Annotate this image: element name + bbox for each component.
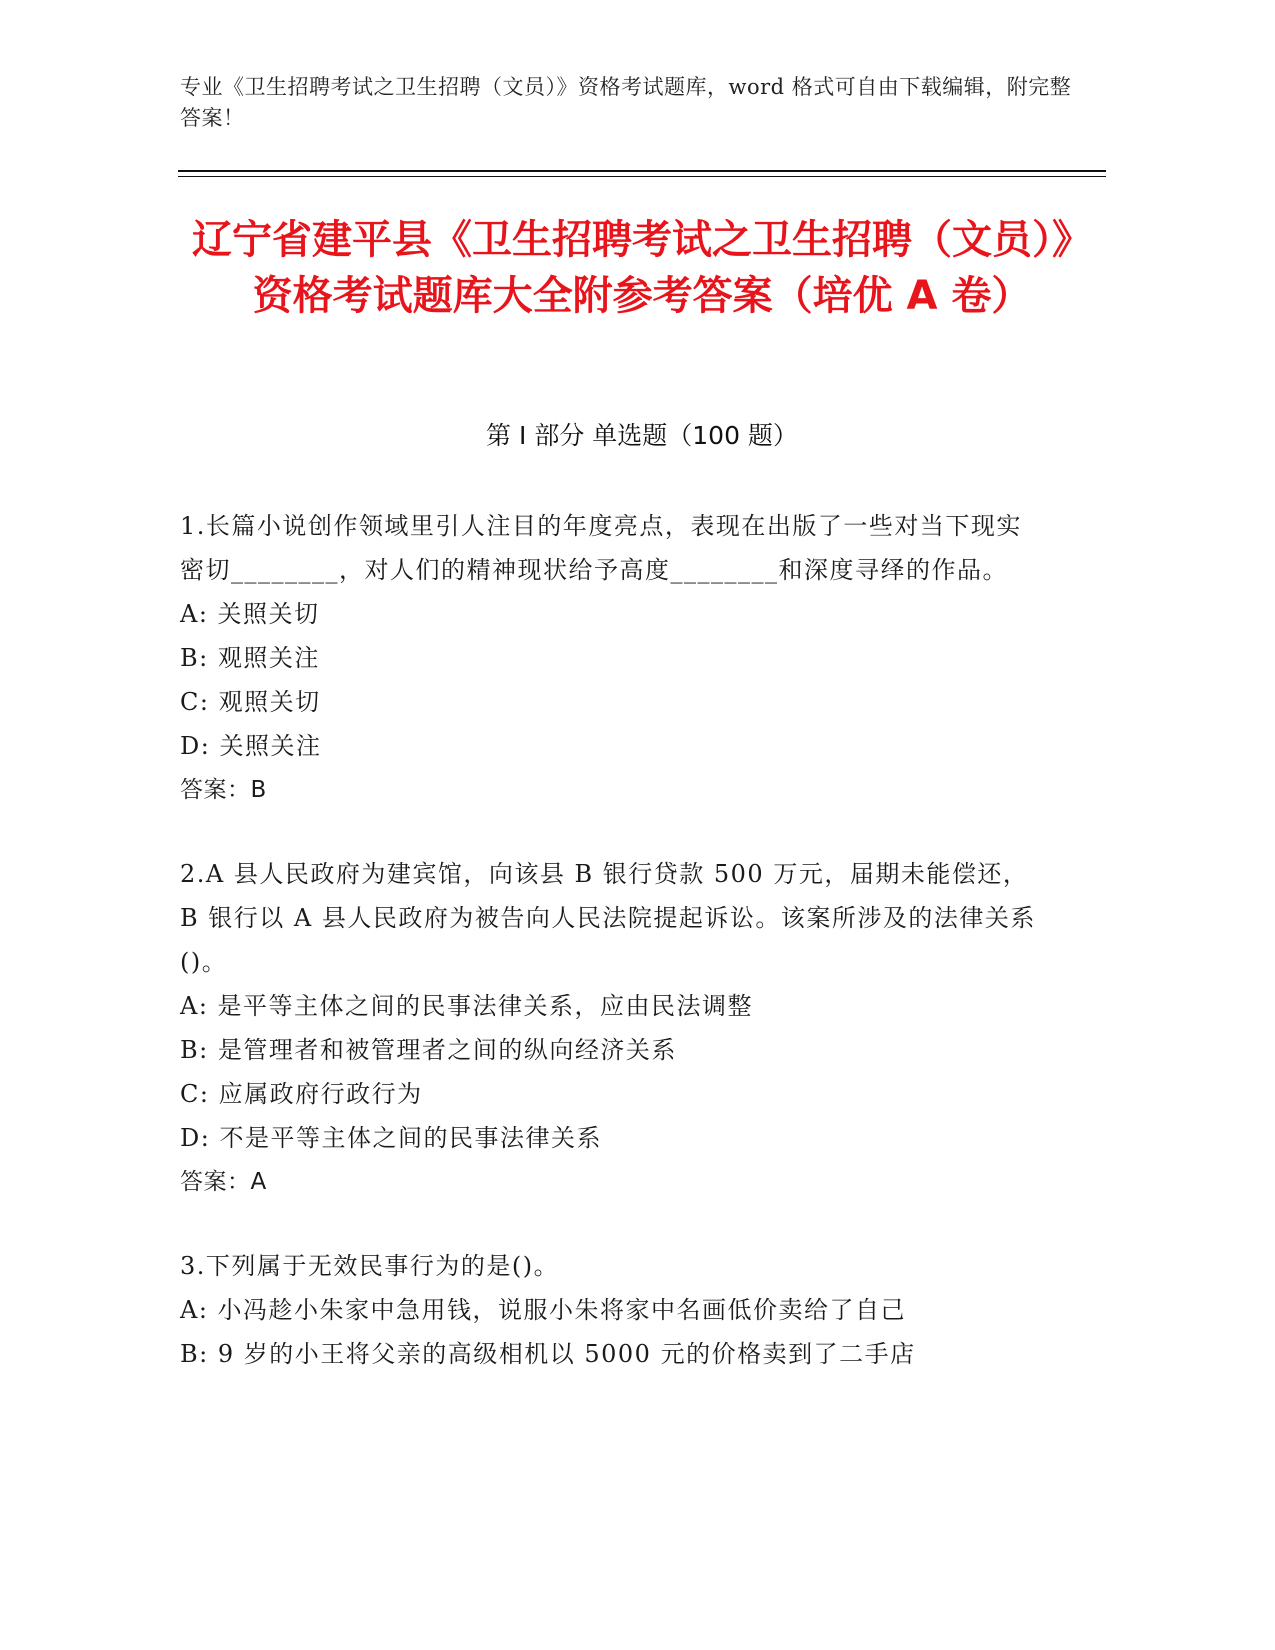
option-a: A: 关照关切 <box>180 600 320 628</box>
document-title: 辽宁省建平县《卫生招聘考试之卫生招聘（文员）》资格考试题库大全附参考答案（培优 A 卷） <box>192 217 1092 319</box>
header-note: 专业《卫生招聘考试之卫生招聘（文员）》资格考试题库，word 格式可自由下载编辑，附完整答案！ <box>180 75 1072 130</box>
header-rule-thin <box>178 176 1106 177</box>
question-3 <box>180 1244 1040 1376</box>
question-list <box>180 504 1040 1416</box>
option-c: C: 观照关切 <box>180 688 321 716</box>
option-a: A: 小冯趁小朱家中急用钱，说服小朱将家中名画低价卖给了自己 <box>180 1296 907 1324</box>
option-b: B: 观照关注 <box>180 644 320 672</box>
question-1 <box>180 504 1040 812</box>
question-stem: 3.下列属于无效民事行为的是()。 <box>180 1252 560 1280</box>
option-a: A: 是平等主体之间的民事法律关系，应由民法调整 <box>180 992 754 1020</box>
option-c: C: 应属政府行政行为 <box>180 1080 423 1108</box>
question-stem: 1.长篇小说创作领域里引人注目的年度亮点，表现在出版了一些对当下现实密切________，对人们的精神现状给予高度________和深度寻绎的作品。 <box>180 512 1022 584</box>
question-2 <box>180 852 1040 1204</box>
header-rule-thick <box>178 170 1106 172</box>
option-d: D: 关照关注 <box>180 732 322 760</box>
option-b: B: 9 岁的小王将父亲的高级相机以 5000 元的价格卖到了二手店 <box>180 1340 916 1368</box>
answer-label: 答案：A <box>180 1169 267 1195</box>
question-stem: 2.A 县人民政府为建宾馆，向该县 B 银行贷款 500 万元，届期未能偿还，B 银行以 A 县人民政府为被告向人民法院提起诉讼。该案所涉及的法律关系()。 <box>180 860 1036 976</box>
section-title: 第 I 部分 单选题（100 题） <box>486 421 798 450</box>
answer-label: 答案：B <box>180 777 267 803</box>
option-b: B: 是管理者和被管理者之间的纵向经济关系 <box>180 1036 677 1064</box>
option-d: D: 不是平等主体之间的民事法律关系 <box>180 1124 602 1152</box>
